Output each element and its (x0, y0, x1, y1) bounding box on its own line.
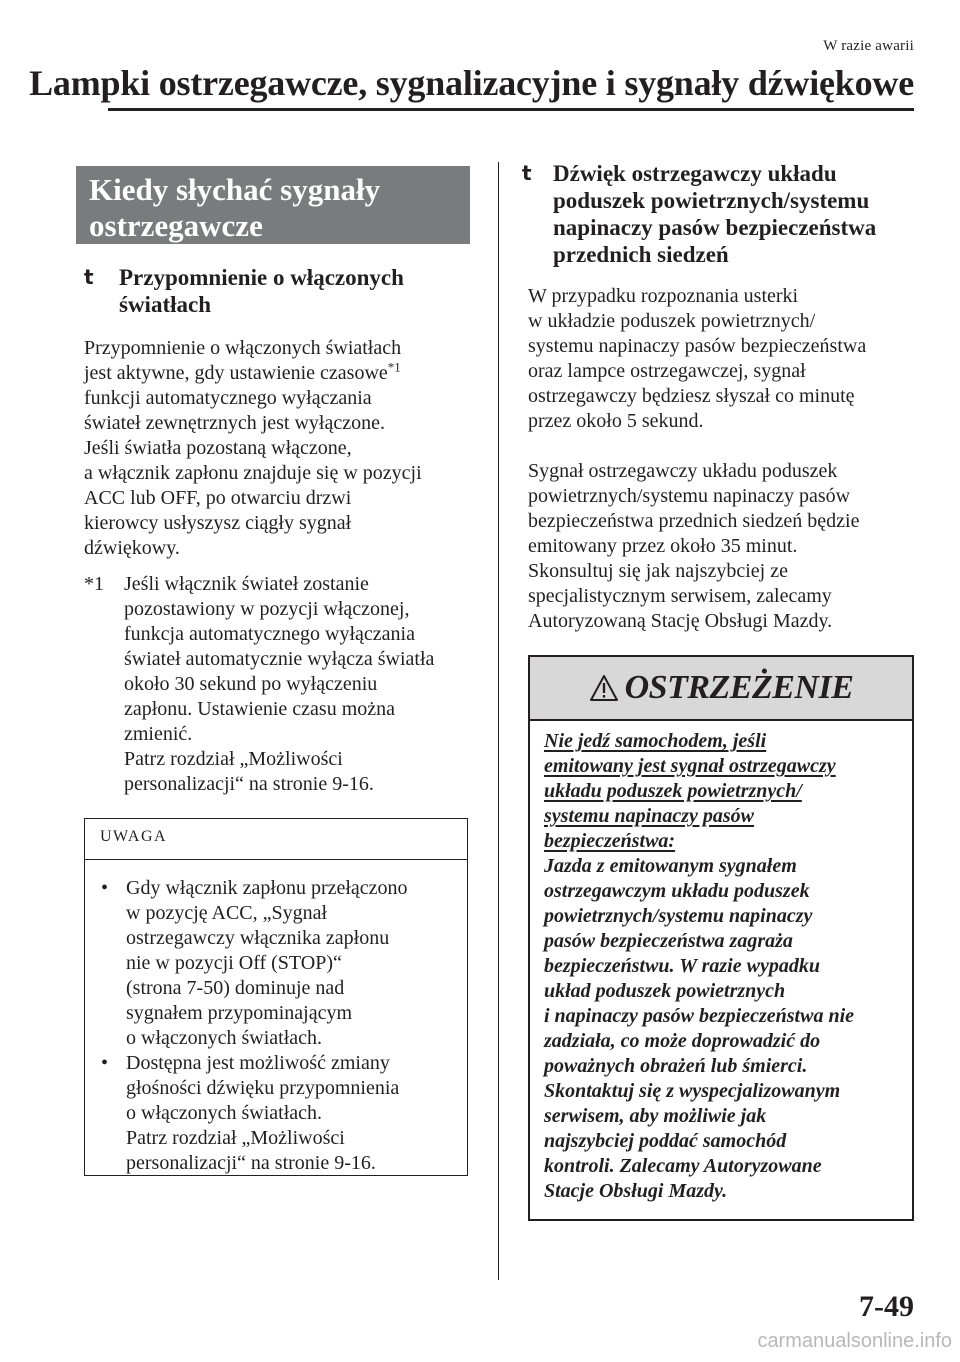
body-line: Skonsultuj się jak najszybciej ze (528, 560, 788, 582)
note-line: w pozycję ACC, „Sygnał (126, 902, 328, 924)
note-box (84, 818, 468, 1176)
note-item (99, 1051, 459, 1176)
body-line: ACC lub OFF, po otwarciu drzwi (84, 487, 352, 509)
body-line: przez około 5 sekund. (528, 410, 704, 432)
body-line: świateł zewnętrznych jest wyłączone. (84, 412, 385, 434)
warning-text-line: Jazda z emitowanym sygnałem (544, 855, 797, 877)
footnote-ref: *1 (387, 359, 401, 375)
subheading-marker: t (522, 161, 532, 185)
warning-lead (544, 729, 898, 854)
body-line (84, 361, 484, 386)
note-line: ostrzegawczy włącznika zapłonu (126, 927, 390, 949)
footnote-number: *1 (84, 573, 104, 595)
body-line: oraz lampce ostrzegawczej, sygnał (528, 360, 806, 382)
warning-text-line: Skontaktuj się z wyspecjalizowanym (544, 1080, 841, 1102)
body-line: bezpieczeństwa przednich siedzeń będzie (528, 510, 860, 532)
body-line: dźwiękowy. (84, 537, 180, 559)
column-divider (498, 162, 499, 1280)
note-line: Dostępna jest możliwość zmiany (126, 1052, 390, 1074)
subheading-line: Dźwięk ostrzegawczy układu (553, 161, 837, 186)
warning-text-line: najszybciej poddać samochód (544, 1130, 787, 1152)
body-line-text: jest aktywne, gdy ustawienie czasowe (84, 362, 388, 384)
warning-title: OSTRZEŻENIE (624, 669, 854, 706)
warning-lead-line: emitowany jest sygnał ostrzegawczy (544, 755, 836, 777)
body-line: Przypomnienie o włączonych światłach (84, 337, 402, 359)
footnote-line: pozostawiony w pozycji włączonej, (124, 598, 410, 620)
note-line: głośności dźwięku przypomnienia (126, 1077, 400, 1099)
warning-lead-line: bezpieczeństwa: (544, 830, 676, 852)
warning-lead-line: Nie jedź samochodem, jeśli (544, 730, 767, 752)
note-line: Gdy włącznik zapłonu przełączono (126, 877, 408, 899)
footnote-line: Patrz rozdział „Możliwości (124, 748, 343, 770)
subheading-line: napinaczy pasów bezpieczeństwa (553, 215, 877, 240)
watermark: carmanualsonline.info (757, 1330, 952, 1352)
body-line: Jeśli światła pozostaną włączone, (84, 437, 352, 459)
warning-text-line: ostrzegawczym układu poduszek (544, 880, 810, 902)
subheading-line: światłach (119, 292, 211, 317)
body-line: powietrznych/systemu napinaczy pasów (528, 485, 851, 507)
body-line: kierowcy usłyszysz ciągły sygnał (84, 512, 352, 534)
subheading-line: Przypomnienie o włączonych (119, 265, 404, 290)
note-line: o włączonych światłach. (126, 1027, 323, 1049)
body-line: W przypadku rozpoznania usterki (528, 285, 799, 307)
warning-text (544, 854, 898, 1204)
section-label: W razie awarii (823, 38, 914, 54)
warning-text-line: poważnych obrażeń lub śmierci. (544, 1055, 808, 1077)
note-line: Patrz rozdział „Możliwości (126, 1127, 345, 1149)
subheading-line: poduszek powietrznych/systemu (553, 188, 870, 213)
warning-text-line: bezpieczeństwu. W razie wypadku (544, 955, 820, 977)
airbag-paragraph-1 (528, 284, 928, 434)
body-line: w układzie poduszek powietrznych/ (528, 310, 816, 332)
body-line: emitowany przez około 35 minut. (528, 535, 798, 557)
subheading-line: przednich siedzeń (553, 242, 729, 267)
footnote-line: funkcja automatycznego wyłączania (124, 623, 415, 645)
warning-lead-line: systemu napinaczy pasów (544, 805, 755, 827)
banner-line: ostrzegawcze (89, 208, 263, 243)
note-line: nie w pozycji Off (STOP)“ (126, 952, 342, 974)
warning-text-line: serwisem, aby możliwie jak (544, 1105, 767, 1127)
warning-triangle-icon (589, 674, 619, 702)
footnote-line: świateł automatycznie wyłącza światła (124, 648, 435, 670)
footnote (84, 572, 484, 797)
section-banner (76, 166, 470, 244)
footnote-line: zmienić. (124, 723, 193, 745)
airbag-paragraph-2 (528, 459, 928, 634)
warning-text-line: powietrznych/systemu napinaczy (544, 905, 813, 927)
warning-text-line: kontroli. Zalecamy Autoryzowane (544, 1155, 822, 1177)
banner-line: Kiedy słychać sygnały (89, 172, 381, 207)
body-line: systemu napinaczy pasów bezpieczeństwa (528, 335, 867, 357)
page-title: Lampki ostrzegawcze, sygnalizacyjne i sygnały dźwiękowe (29, 63, 914, 103)
note-heading: UWAGA (85, 819, 467, 860)
page-number: 7-49 (859, 1290, 914, 1323)
note-line: o włączonych światłach. (126, 1102, 323, 1124)
subheading-airbag-warning-sound (522, 160, 922, 268)
footnote-line: około 30 sekund po wyłączeniu (124, 673, 378, 695)
bullet-icon: • (101, 1052, 109, 1074)
warning-lead-line: układu poduszek powietrznych/ (544, 780, 802, 802)
title-rule (108, 108, 914, 111)
warning-text-line: układ poduszek powietrznych (544, 980, 786, 1002)
warning-text-line: pasów bezpieczeństwa zagraża (544, 930, 793, 952)
warning-text-line: i napinaczy pasów bezpieczeństwa nie (544, 1005, 855, 1027)
note-line: sygnałem przypominającym (126, 1002, 353, 1024)
footnote-line: Jeśli włącznik świateł zostanie (124, 573, 369, 595)
body-line: funkcji automatycznego wyłączania (84, 387, 372, 409)
note-item (99, 876, 459, 1051)
subheading-marker: t (84, 265, 94, 289)
subheading-lights-reminder (84, 264, 484, 318)
body-line: ostrzegawczy będziesz słyszał co minutę (528, 385, 855, 407)
lights-reminder-body (84, 336, 484, 561)
note-line: personalizacji“ na stronie 9-16. (126, 1152, 376, 1174)
note-line: (strona 7-50) dominuje nad (126, 977, 345, 999)
bullet-icon: • (101, 877, 109, 899)
body-line: Sygnał ostrzegawczy układu poduszek (528, 460, 838, 482)
warning-text-line: Stacje Obsługi Mazdy. (544, 1180, 728, 1202)
warning-text-line: zadziała, co może doprowadzić do (544, 1030, 821, 1052)
footnote-line: personalizacji“ na stronie 9-16. (124, 773, 374, 795)
warning-header (530, 657, 912, 721)
footnote-line: zapłonu. Ustawienie czasu można (124, 698, 396, 720)
warning-box (528, 655, 914, 1221)
body-line: Autoryzowaną Stację Obsługi Mazdy. (528, 610, 833, 632)
body-line: specjalistycznym serwisem, zalecamy (528, 585, 832, 607)
body-line: a włącznik zapłonu znajduje się w pozycji (84, 462, 422, 484)
